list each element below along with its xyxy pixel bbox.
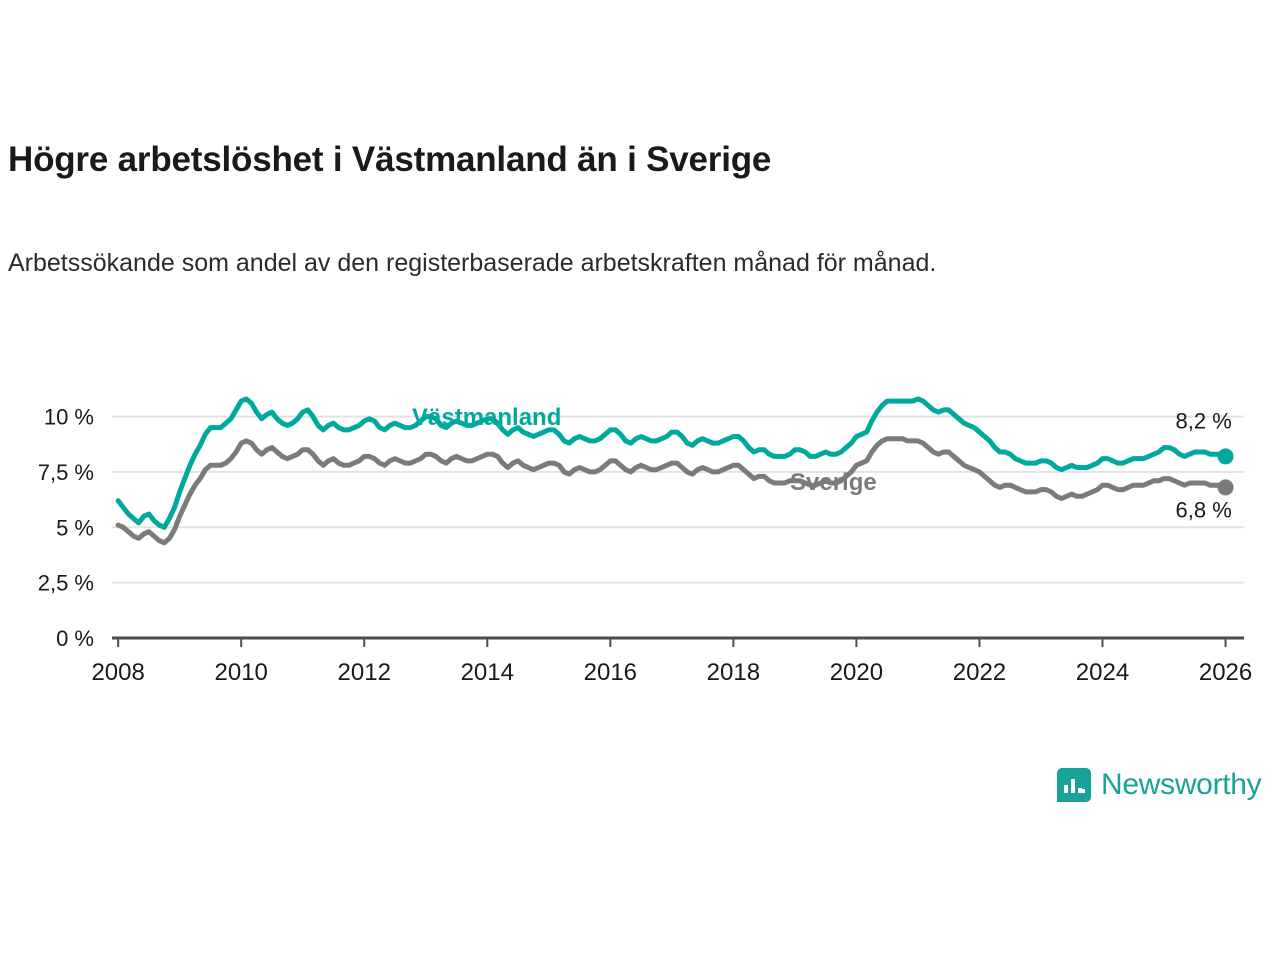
x-axis-tick-label: 2010 — [214, 659, 268, 686]
chart-canvas — [0, 380, 1280, 700]
y-axis-tick-label: 7,5 % — [37, 459, 94, 485]
y-axis-tick-label: 2,5 % — [37, 570, 94, 596]
brand-name: Newsworthy — [1101, 768, 1262, 801]
x-axis-tick-label: 2016 — [583, 659, 638, 686]
bar-chart-speech-bubble-icon — [1057, 768, 1091, 802]
x-axis-tick-label: 2024 — [1075, 659, 1130, 686]
newsworthy-logo — [1057, 768, 1261, 802]
x-axis-tick-label: 2012 — [337, 659, 391, 686]
series-endpoint-sverige — [1218, 479, 1234, 495]
series-label-västmanland: Västmanland — [412, 404, 562, 431]
x-axis-tick-label: 2008 — [91, 659, 145, 686]
x-axis-tick-label: 2026 — [1198, 659, 1253, 686]
y-axis-tick-label: 0 % — [56, 626, 94, 651]
chart-subtitle: Arbetssökande som andel av den registerbaserade arbetskraften månad för månad. — [8, 249, 937, 277]
line-chart — [0, 380, 1280, 700]
x-axis-tick-label: 2022 — [952, 659, 1007, 686]
end-value-label-sverige: 6,8 % — [1175, 497, 1232, 523]
end-value-label-västmanland: 8,2 % — [1175, 408, 1232, 434]
series-label-sverige: Sverige — [790, 469, 877, 496]
y-axis-tick-label: 10 % — [43, 404, 94, 430]
x-axis-tick-label: 2018 — [706, 659, 761, 686]
series-endpoint-västmanland — [1218, 448, 1234, 464]
x-axis-tick-label: 2014 — [460, 659, 514, 686]
x-axis-tick-label: 2020 — [829, 659, 884, 686]
page-title: Högre arbetslöshet i Västmanland än i Sverige — [8, 140, 772, 179]
y-axis-tick-label: 5 % — [56, 515, 94, 541]
